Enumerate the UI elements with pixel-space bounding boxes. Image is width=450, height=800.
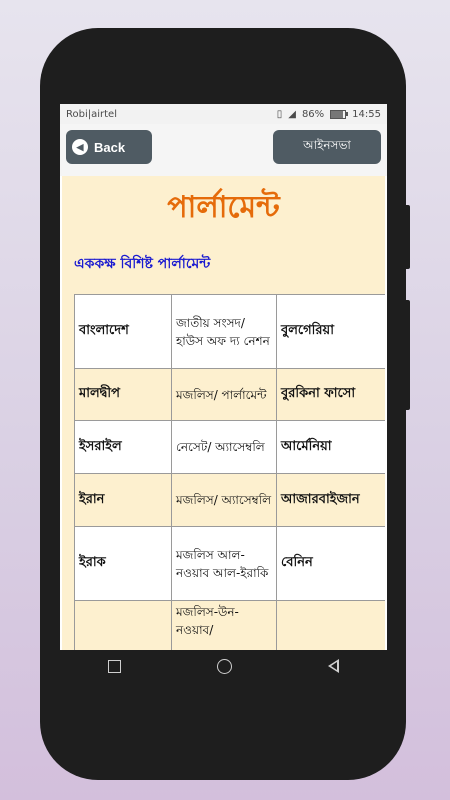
- content-area[interactable]: [62, 176, 385, 650]
- back-arrow-icon: ◀: [72, 139, 88, 155]
- country-cell: [75, 601, 172, 651]
- system-nav-bar: [60, 650, 387, 682]
- battery-percent: 86%: [301, 108, 325, 120]
- section-heading: এককক্ষ বিশিষ্ট পার্লামেন্ট: [74, 256, 211, 272]
- table-row: [75, 474, 386, 527]
- back-button[interactable]: [66, 130, 152, 164]
- parliament-cell: নেসেট/ অ্যাসেম্বলি: [172, 421, 277, 474]
- status-bar: [60, 104, 387, 124]
- country-cell: বাংলাদেশ: [75, 295, 172, 369]
- recent-apps-icon[interactable]: [108, 660, 121, 673]
- country-cell-2: বেনিন: [277, 527, 386, 601]
- table-row: [75, 527, 386, 601]
- table-row: [75, 369, 386, 421]
- country-cell-2: [277, 601, 386, 651]
- power-button: [404, 300, 410, 410]
- country-cell: ইরান: [75, 474, 172, 527]
- table-row: [75, 295, 386, 369]
- parliament-cell: জাতীয় সংসদ/ হাউস অফ দ্য নেশন: [172, 295, 277, 369]
- screen: [60, 104, 387, 650]
- legislature-button-label: আইনসভা: [303, 138, 351, 152]
- table-row: [75, 601, 386, 651]
- parliament-cell: মজলিস আল-নওয়াব আল-ইরাকি: [172, 527, 277, 601]
- clock: 14:55: [352, 108, 381, 120]
- parliament-cell: মজলিস-উন-নওয়াব/: [172, 601, 277, 651]
- parliament-cell: মজলিস/ পার্লামেন্ট: [172, 369, 277, 421]
- country-cell: ইসরাইল: [75, 421, 172, 474]
- country-cell-2: বুলগেরিয়া: [277, 295, 386, 369]
- home-icon[interactable]: [217, 659, 232, 674]
- page-title: পার্লামেন্ট: [167, 190, 280, 225]
- country-cell-2: আজারবাইজান: [277, 474, 386, 527]
- parliament-table: [74, 294, 385, 650]
- country-cell: ইরাক: [75, 527, 172, 601]
- battery-icon: [330, 110, 346, 119]
- carrier-label: Robi|airtel: [66, 108, 117, 120]
- country-cell: মালদ্বীপ: [75, 369, 172, 421]
- volume-button: [404, 205, 410, 269]
- signal-icon: ◢: [288, 108, 296, 120]
- country-cell-2: আর্মেনিয়া: [277, 421, 386, 474]
- app-bar: [60, 124, 387, 176]
- vibrate-icon: ▯: [276, 108, 283, 120]
- country-cell-2: বুরকিনা ফাসো: [277, 369, 386, 421]
- status-right: [277, 109, 381, 120]
- parliament-cell: মজলিস/ অ্যাসেম্বলি: [172, 474, 277, 527]
- table-row: [75, 421, 386, 474]
- legislature-button[interactable]: [273, 130, 381, 164]
- nav-back-icon[interactable]: [328, 659, 339, 673]
- back-button-label: Back: [94, 139, 126, 155]
